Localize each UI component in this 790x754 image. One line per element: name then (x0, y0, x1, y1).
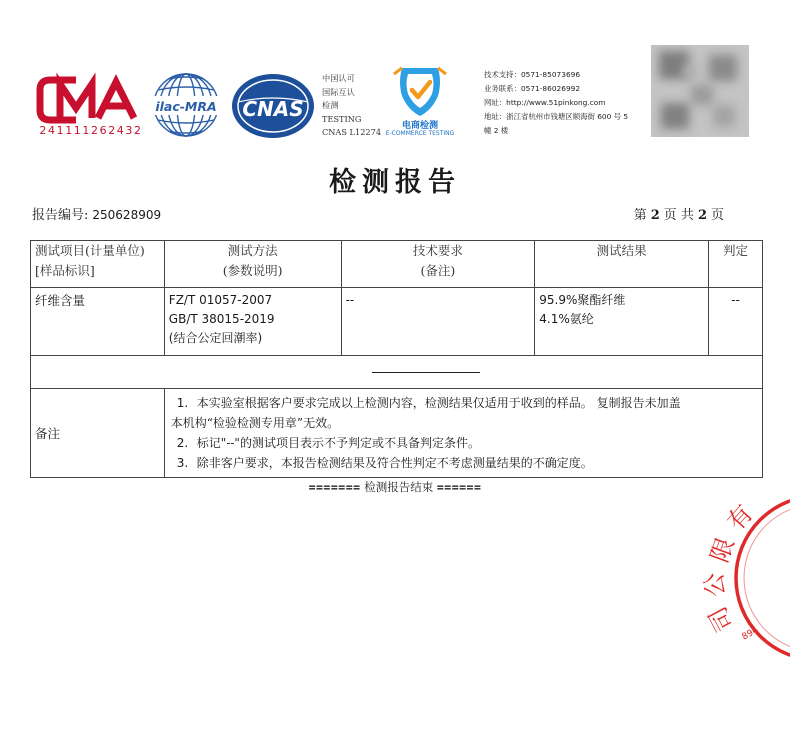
report-end-marker (0, 479, 790, 495)
ilac-mra-text: ilac-MRA (155, 99, 217, 114)
header-requirement-line1: 技术要求 (412, 243, 463, 258)
method-line: (结合公定回潮率) (168, 331, 263, 345)
contact-address: 地址：浙江省杭州市钱塘区顺海街 600 号 5 (484, 112, 629, 121)
notes-body (164, 389, 762, 478)
end-marker-left: ======= (308, 480, 361, 494)
blank-row-cell (31, 356, 763, 389)
results-table (30, 240, 763, 478)
end-underline (372, 372, 480, 373)
page-label-post: 页 (710, 208, 724, 223)
result-line: 95.9%聚酯纤维 (539, 293, 626, 307)
header-test-method (164, 241, 341, 288)
header-test-item (31, 241, 165, 288)
table-row (31, 288, 763, 356)
svg-text:限: 限 (705, 533, 740, 567)
cnas-line: 中国认可 (322, 73, 355, 83)
note-number: 3. (176, 456, 189, 470)
page-indicator (634, 204, 724, 223)
ecommerce-logo-cn: 电商检测 (401, 121, 438, 131)
note-text: 除非客户要求，本报告检测结果及符合性判定不考虑测量结果的不确定度。 (196, 456, 593, 470)
contact-info (484, 68, 652, 138)
note-number: 1. (176, 396, 189, 410)
end-marker-text: 检测报告结束 (364, 480, 434, 494)
ilac-mra-logo (150, 70, 222, 140)
note-number: 2. (176, 436, 189, 450)
cnas-line: 国际互认 (322, 86, 355, 97)
contact-tech-support: 技术支持：0571-85073696 (484, 70, 581, 79)
contact-website: 网址：http://www.51pinkong.com (484, 98, 606, 107)
method-line: GB/T 38015-2019 (168, 312, 275, 326)
note-item (171, 393, 756, 413)
report-number (32, 204, 161, 223)
cnas-logo-text: CNAS (242, 97, 304, 121)
cnas-logo (230, 72, 316, 140)
table-header-row (31, 241, 763, 288)
company-seal-stamp (700, 480, 790, 680)
cell-result (535, 288, 709, 356)
cell-test-method (164, 288, 341, 356)
report-number-value: 250628909 (92, 208, 162, 222)
svg-text:司: 司 (703, 601, 740, 637)
note-item (171, 433, 756, 453)
note-item (171, 453, 756, 473)
svg-text:公: 公 (700, 571, 730, 598)
cnas-line: TESTING (322, 113, 362, 124)
notes-row (31, 389, 763, 478)
cell-requirement: -- (341, 288, 535, 356)
header-test-item-line1: 测试项目(计量单位) (35, 243, 145, 258)
cma-letters: MA (36, 70, 38, 71)
header-result: 测试结果 (535, 241, 709, 288)
result-line: 4.1%氨纶 (539, 312, 594, 326)
cnas-line: 检测 (322, 100, 339, 110)
header-judgment: 判定 (709, 241, 763, 288)
note-text: 本机构“检验检测专用章”无效。 (170, 416, 340, 430)
cnas-line: CNAS L12274 (322, 127, 382, 137)
document-title: 检测报告 (329, 167, 461, 198)
report-number-label: 报告编号: (32, 208, 89, 223)
header-test-method-line1: 测试方法 (227, 243, 278, 258)
cell-judgment: -- (709, 288, 763, 356)
end-marker-right: ====== (436, 480, 482, 494)
header-requirement-line2: (备注) (420, 263, 456, 278)
header-requirement (341, 241, 535, 288)
blurred-qr-code (651, 45, 749, 137)
svg-text:894: 894 (740, 625, 761, 643)
contact-address-cont: 幢 2 楼 (484, 126, 509, 135)
contact-business: 业务联系：0571-86026992 (484, 84, 581, 93)
notes-label: 备注 (31, 389, 165, 478)
header-test-item-line2: [样品标识] (35, 263, 95, 278)
header-test-method-line2: (参数说明) (222, 263, 283, 278)
page-label-pre: 第 (633, 208, 647, 223)
page-total: 2 (697, 208, 707, 223)
note-text: 标记"--"的测试项目表示不予判定或不具备判定条件。 (196, 436, 480, 450)
cell-test-item: 纤维含量 (31, 288, 165, 356)
page-current: 2 (650, 208, 660, 223)
cnas-accreditation-text (322, 72, 381, 140)
note-item (171, 413, 756, 433)
svg-text:有: 有 (721, 499, 759, 537)
table-blank-row (31, 356, 763, 389)
ecommerce-logo-en: E-COMMERCE TESTING (385, 130, 455, 137)
cma-number: 241111262432 (39, 124, 143, 137)
page-label-mid: 页 共 (663, 208, 694, 223)
method-line: FZ/T 01057-2007 (168, 293, 273, 307)
note-text: 本实验室根据客户要求完成以上检测内容，检测结果仅适用于收到的样品。 复制报告未加盖 (196, 396, 681, 410)
